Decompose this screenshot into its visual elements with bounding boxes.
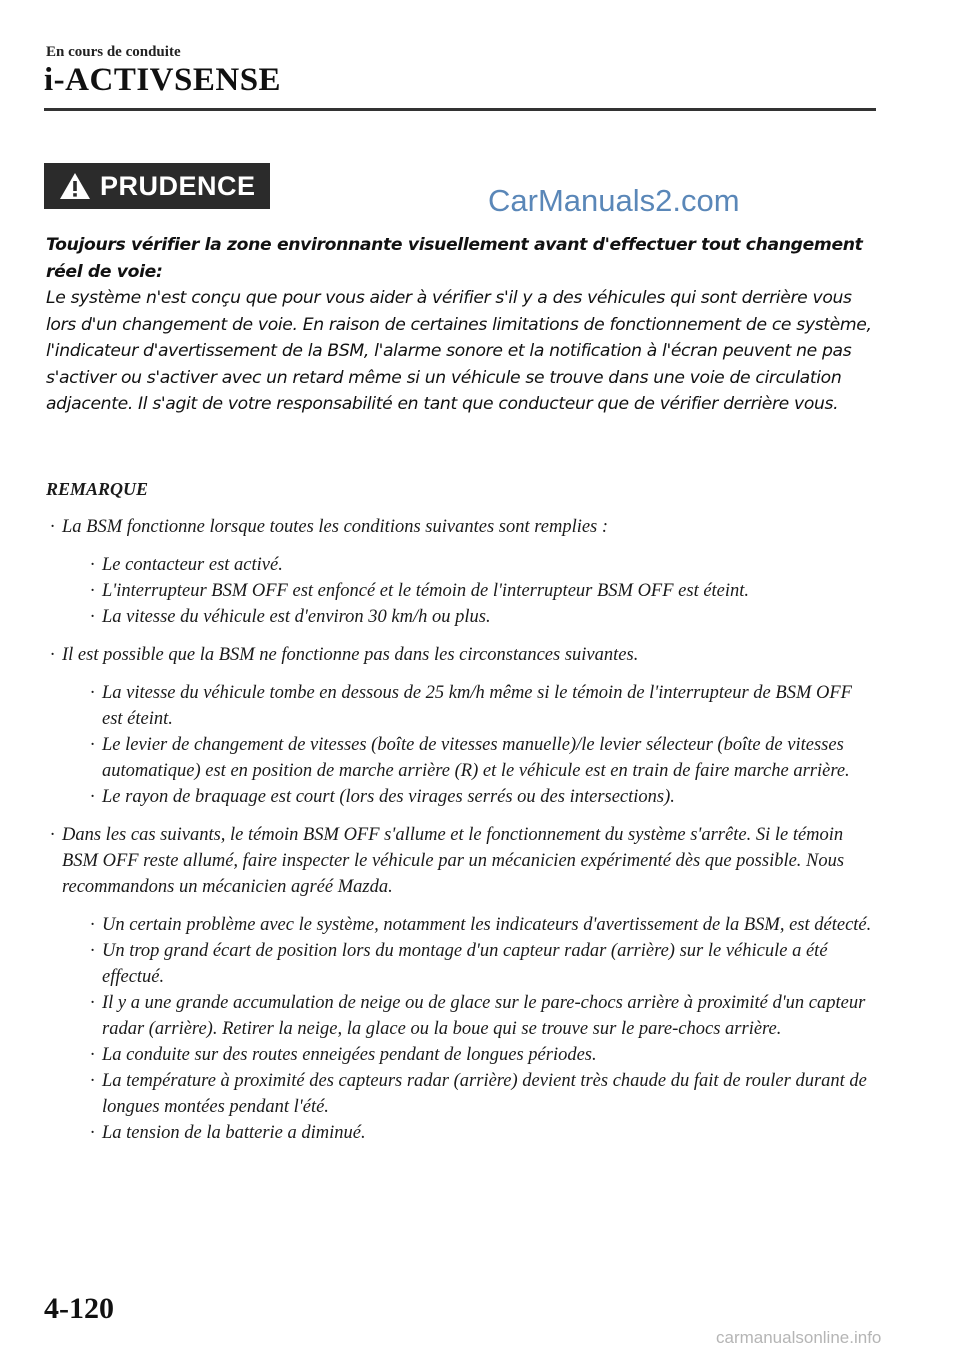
note-list bbox=[46, 514, 876, 1158]
caution-badge bbox=[44, 163, 270, 209]
note-subitem-text: Un certain problème avec le système, notamment les indicateurs d'avertissement de la BSM, est détecté. bbox=[102, 915, 872, 935]
bullet: · bbox=[50, 825, 55, 845]
note-sublist-2 bbox=[62, 680, 876, 810]
note-subitem-text: L'interrupteur BSM OFF est enfoncé et le témoin de l'interrupteur BSM OFF est éteint. bbox=[102, 581, 750, 601]
note-item-3 bbox=[46, 822, 876, 1146]
note-subitem bbox=[62, 990, 876, 1042]
bullet: · bbox=[90, 1071, 95, 1091]
chapter-title: i-ACTIVSENSE bbox=[44, 62, 282, 98]
note-subitem bbox=[62, 578, 876, 604]
caution-text: Le système n'est conçu que pour vous aider à vérifier s'il y a des véhicules qui sont derrière vous lors d'un changement de voie. En raison de certaines limitations de fonctionnement de ce système, l'indicateur d'avertissement de la BSM, l'alarme sonore et la notification à l'écran peuvent ne pas s'activer ou s'activer avec un retard même si un véhicule se trouve dans une voie de circulation adjacente. Il s'agit de votre responsabilité en tant que conducteur que de vérifier derrière vous. bbox=[46, 288, 872, 414]
bullet: · bbox=[90, 683, 95, 703]
note-subitem-text: Il y a une grande accumulation de neige ou de glace sur le pare-chocs arrière à proximité d'un capteur radar (arrière). Retirer la neige, la glace ou la boue qui se trouve sur le pare-chocs arrière. bbox=[102, 993, 866, 1039]
bullet: · bbox=[50, 645, 55, 665]
note-subitem bbox=[62, 552, 876, 578]
note-heading: REMARQUE bbox=[46, 479, 149, 499]
note-subitem-text: La vitesse du véhicule tombe en dessous de 25 km/h même si le témoin de l'interrupteur de BSM OFF est éteint. bbox=[102, 683, 852, 729]
note-subitem-text: La tension de la batterie a diminué. bbox=[102, 1123, 366, 1143]
note-sublist-1 bbox=[62, 552, 876, 630]
note-subitem-text: La vitesse du véhicule est d'environ 30 km/h ou plus. bbox=[102, 607, 491, 627]
bullet: · bbox=[90, 607, 95, 627]
bullet: · bbox=[90, 787, 95, 807]
bullet: · bbox=[90, 1045, 95, 1065]
note-subitem bbox=[62, 1042, 876, 1068]
bullet: · bbox=[90, 735, 95, 755]
page-number: 4-120 bbox=[44, 1292, 114, 1325]
watermark-top[interactable]: CarManuals2.com bbox=[488, 183, 740, 218]
note-subitem bbox=[62, 784, 876, 810]
note-subitem bbox=[62, 1120, 876, 1146]
caution-body bbox=[46, 232, 876, 418]
note-item-text: Dans les cas suivants, le témoin BSM OFF s'allume et le fonctionnement du système s'arrête. Si le témoin BSM OFF reste allumé, faire inspecter le véhicule par un mécanicien expérimenté dès que possible. Nous recommandons un mécanicien agréé Mazda. bbox=[62, 825, 845, 897]
note-item-1 bbox=[46, 514, 876, 630]
bullet: · bbox=[90, 1123, 95, 1143]
header-divider bbox=[44, 108, 876, 111]
note-subitem bbox=[62, 1068, 876, 1120]
note-subitem-text: Le levier de changement de vitesses (boîte de vitesses manuelle)/le levier sélecteur (boîte de vitesses automatique) est en position de marche arrière (R) et le véhicule est en train de faire marche arrière. bbox=[102, 735, 850, 781]
note-sublist-3 bbox=[62, 912, 876, 1146]
note-subitem bbox=[62, 604, 876, 630]
section-label: En cours de conduite bbox=[46, 44, 181, 60]
bullet: · bbox=[90, 993, 95, 1013]
note-subitem-text: Le contacteur est activé. bbox=[102, 555, 283, 575]
note-subitem-text: La conduite sur des routes enneigées pendant de longues périodes. bbox=[102, 1045, 597, 1065]
bullet: · bbox=[90, 581, 95, 601]
note-subitem bbox=[62, 680, 876, 732]
caution-lead: Toujours vérifier la zone environnante visuellement avant d'effectuer tout changement réel de voie: bbox=[46, 235, 863, 282]
note-subitem-text: La température à proximité des capteurs radar (arrière) devient très chaude du fait de rouler durant de longues montées pendant l'été. bbox=[102, 1071, 867, 1117]
caution-label: PRUDENCE bbox=[100, 170, 256, 201]
note-subitem bbox=[62, 912, 876, 938]
note-item-text: La BSM fonctionne lorsque toutes les conditions suivantes sont remplies : bbox=[62, 517, 609, 537]
bullet: · bbox=[90, 555, 95, 575]
note-item-2 bbox=[46, 642, 876, 810]
note-subitem-text: Un trop grand écart de position lors du montage d'un capteur radar (arrière) sur le véhicule a été effectué. bbox=[102, 941, 828, 987]
note-item-text: Il est possible que la BSM ne fonctionne pas dans les circonstances suivantes. bbox=[62, 645, 639, 665]
bullet: · bbox=[50, 517, 55, 537]
bullet: · bbox=[90, 941, 95, 961]
warning-triangle-icon bbox=[58, 171, 92, 201]
watermark-bottom[interactable]: carmanualsonline.info bbox=[716, 1328, 882, 1347]
note-subitem bbox=[62, 732, 876, 784]
note-subitem-text: Le rayon de braquage est court (lors des virages serrés ou des intersections). bbox=[102, 787, 675, 807]
bullet: · bbox=[90, 915, 95, 935]
note-subitem bbox=[62, 938, 876, 990]
